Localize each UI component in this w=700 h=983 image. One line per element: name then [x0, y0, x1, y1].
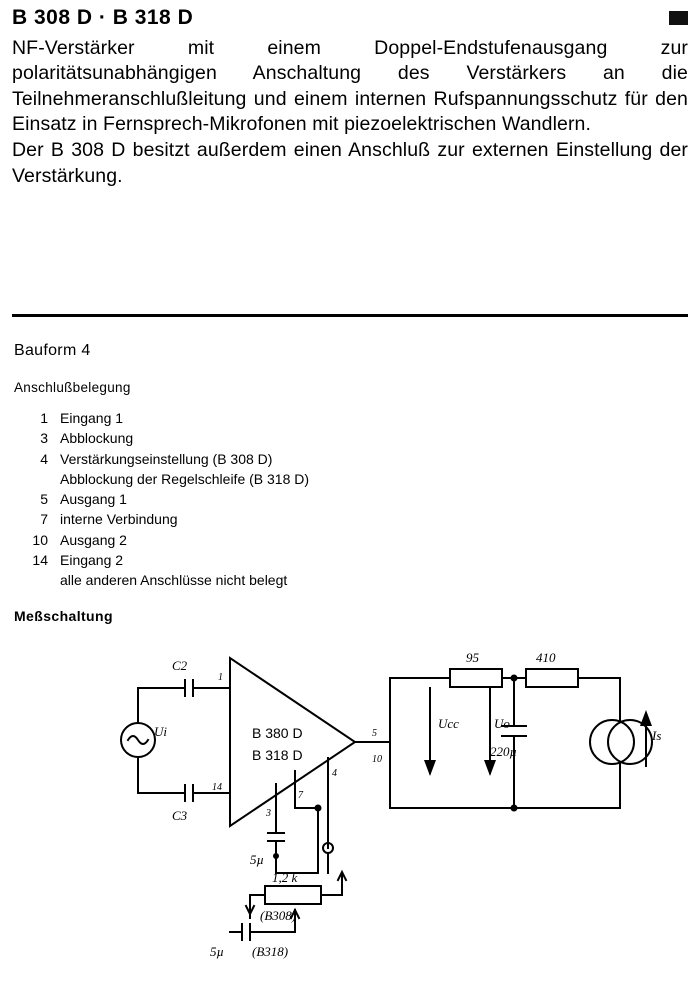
- label-r95: 95: [466, 650, 479, 665]
- bauform-label: Bauform 4: [14, 342, 91, 359]
- label-pin-1: 1: [218, 672, 223, 683]
- label-pin-14: 14: [212, 782, 222, 793]
- page-title: B 308 D · B 318 D: [12, 6, 194, 29]
- label-c5u-bottom: 5µ: [210, 944, 224, 959]
- header: [12, 6, 688, 29]
- label-r410: 410: [536, 650, 556, 665]
- pin-description-continued: alle anderen Anschlüsse nicht belegt: [60, 572, 288, 589]
- pin-description: Abblockung: [60, 430, 134, 447]
- pin-number: 3: [40, 430, 48, 447]
- measurement-circuit-diagram: [90, 648, 670, 978]
- list-item: [22, 449, 542, 469]
- pin-number: 5: [40, 491, 48, 508]
- list-item: [22, 509, 542, 529]
- pin-number: 14: [32, 552, 48, 569]
- list-item: [22, 489, 542, 509]
- pin-assignment-heading: Anschlußbelegung: [14, 380, 131, 395]
- pin-description-continued: Abblockung der Regelschleife (B 318 D): [60, 470, 310, 487]
- label-c220: 220µ: [490, 744, 517, 759]
- pin-assignment-list: [22, 408, 542, 591]
- label-ucc: Ucc: [438, 716, 459, 731]
- label-amp-line1: B 380 D: [252, 725, 303, 741]
- pin-number: 7: [40, 511, 48, 528]
- pin-number: 1: [40, 410, 48, 426]
- list-item: [22, 530, 542, 550]
- label-amp-line2: B 318 D: [252, 747, 303, 763]
- list-item: [22, 408, 542, 428]
- list-item: [22, 550, 542, 570]
- label-uo: Uo: [494, 716, 510, 731]
- label-ui: Ui: [154, 724, 167, 739]
- intro-text: [12, 36, 688, 189]
- black-square-mark-icon: [669, 11, 688, 25]
- label-pin-7: 7: [298, 790, 303, 801]
- measurement-circuit-heading: Meßschaltung: [14, 608, 113, 624]
- pin-description: Verstärkungseinstellung (B 308 D): [60, 450, 273, 467]
- intro-paragraph-1: NF-Verstärker mit einem Doppel-Endstufenausgang zur polaritätsunabhängigen Anschaltung des Verstärkers an die Teilnehmeranschlußleitung und einem internen Rufspannungsschutz für den Einsatz in Fernsprech-Mikrofonen mit piezoelektrischen Wandlern.: [12, 37, 688, 136]
- list-item: [22, 428, 542, 448]
- pin-description: Eingang 2: [60, 552, 124, 569]
- label-c2: C2: [172, 658, 188, 673]
- pin-description: Ausgang 1: [60, 491, 127, 508]
- label-b318: (B318): [252, 944, 289, 959]
- label-c3: C3: [172, 808, 188, 823]
- label-pin-10: 10: [372, 754, 382, 765]
- pin-description: interne Verbindung: [60, 511, 178, 528]
- label-is: Is: [652, 728, 662, 743]
- intro-paragraph-2: Der B 308 D besitzt außerdem einen Anschluß zur externen Einstellung der Verstärkung.: [12, 139, 688, 187]
- pin-description: Ausgang 2: [60, 531, 127, 548]
- label-c5u-left: 5µ: [250, 852, 264, 867]
- label-r12k: 1,2 k: [272, 870, 298, 885]
- pin-number: 4: [40, 450, 48, 467]
- horizontal-divider: [12, 314, 688, 317]
- label-pin-4: 4: [332, 768, 337, 779]
- pin-description: Eingang 1: [60, 410, 124, 426]
- pin-number: 10: [32, 531, 48, 548]
- label-pin-5: 5: [372, 728, 377, 739]
- label-b308: (B308): [260, 908, 297, 923]
- label-pin-3: 3: [266, 808, 271, 819]
